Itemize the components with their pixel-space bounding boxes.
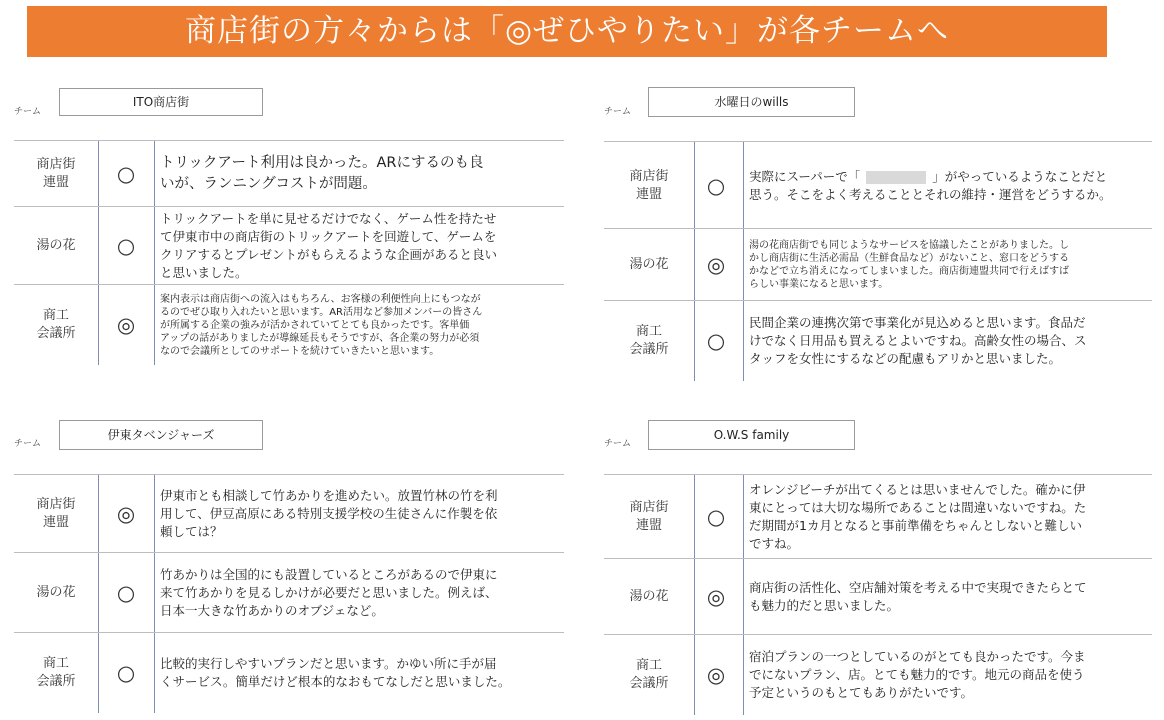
comment-text: トリックアートを単に見せるだけでなく、ゲーム性を持たせ て伊東市中の商店街のトリックアートを回遊して、ゲームを クリアするとプレゼントがもらえるような企画があると良い と思いました。 — [160, 211, 498, 280]
divider — [98, 285, 99, 365]
divider — [98, 553, 99, 633]
org-name: 商工 会議所 — [629, 324, 669, 357]
review-row-shotengai-renmei — [604, 474, 1152, 559]
rating-mark: ○ — [116, 581, 136, 605]
divider — [694, 142, 695, 229]
divider — [98, 633, 99, 713]
divider — [694, 635, 695, 715]
rating-mark: ◎ — [706, 663, 726, 687]
comment-text: 実際にスーパーで「 」がやっているようなことだと 思う。そこをよく考えることとそれの維持・運営をどうするか。 — [749, 168, 1112, 202]
review-row-yunohana — [604, 228, 1152, 301]
divider — [743, 301, 744, 381]
org-name: 湯の花 — [629, 257, 669, 272]
org-name: 湯の花 — [36, 238, 76, 253]
org-name: 商店街 連盟 — [629, 168, 669, 202]
rating-mark: ◎ — [116, 313, 136, 337]
rating-mark: ◎ — [706, 253, 726, 277]
divider — [154, 285, 155, 365]
org-name: 商店街 連盟 — [36, 497, 76, 530]
divider — [154, 475, 155, 553]
review-row-shoko-kaigisho — [604, 634, 1152, 715]
comment-text: 商店街の活性化、空店舗対策を考える中で実現できたらとて も魅力的だと思いました。 — [749, 580, 1087, 613]
team-name-box: 伊東タベンジャーズ — [59, 420, 263, 450]
org-name: 商工 会議所 — [36, 308, 76, 341]
org-name: 商店街 連盟 — [36, 157, 76, 190]
divider — [694, 301, 695, 381]
divider — [98, 141, 99, 207]
rating-mark: ○ — [706, 173, 726, 198]
org-name: 商工 会議所 — [36, 656, 76, 689]
team-name-box: 水曜日のwills — [648, 87, 855, 117]
comment-text: 竹あかりは全国的にも設置しているところがあるので伊東に 来て竹あかりを見るしかけが必要だと思いました。例えば、 日本一大きな竹あかりのオブジェなど。 — [160, 567, 498, 618]
review-row-shotengai-renmei — [14, 474, 564, 553]
review-row-shoko-kaigisho — [14, 632, 564, 713]
divider — [98, 207, 99, 285]
team-name-box: O.W.S family — [648, 420, 855, 450]
review-row-shoko-kaigisho — [604, 300, 1152, 381]
team-card-tabengers — [14, 418, 564, 714]
team-card-ows-family — [604, 418, 1152, 714]
comment-text: 民間企業の連携次第で事業化が見込めると思います。食品だ けでなく日用品も買えるとよいですね。高齢女性の場合、ス タッフを女性にするなどの配慮もアリかと思いました。 — [749, 315, 1087, 366]
team-label: チーム — [604, 107, 632, 117]
review-row-yunohana — [14, 206, 564, 285]
divider — [694, 229, 695, 301]
team-card-ito — [14, 86, 564, 366]
rating-mark: ○ — [116, 162, 136, 186]
review-row-shoko-kaigisho — [14, 284, 564, 365]
review-row-shotengai-renmei — [604, 141, 1152, 229]
team-name-box: ITO商店街 — [59, 88, 263, 116]
comment-text: オレンジビーチが出てくるとは思いませんでした。確かに伊 東にとっては大切な場所であることは間違いないですね。た だ期間が1カ月となると事前準備をちゃんとしないと難しい ですね。 — [749, 482, 1087, 551]
rating-mark: ◎ — [706, 585, 726, 609]
org-name: 湯の花 — [629, 589, 669, 604]
divider — [743, 559, 744, 635]
redacted-box — [866, 171, 926, 184]
divider — [154, 141, 155, 207]
divider — [743, 635, 744, 715]
review-row-yunohana — [14, 552, 564, 633]
comment-text: 伊東市とも相談して竹あかりを進めたい。放置竹林の竹を利 用して、伊豆高原にある特別支援学校の生徒さんに作製を依 頼しては？ — [160, 488, 498, 539]
review-row-shotengai-renmei — [14, 140, 564, 207]
comment-text: 湯の花商店街でも同じようなサービスを協議したことがありました。し かし商店街に生活必需品（生鮮食品など）がないこと、窓口をどうする かなどで立ち消えになってしまいました。商店街連盟共同で行えばすば らしい事業になると思います。 — [749, 240, 1069, 290]
org-name: 商工 会議所 — [629, 658, 669, 691]
org-name: 商店街 連盟 — [629, 500, 669, 533]
rating-mark: ○ — [116, 234, 136, 258]
divider — [98, 475, 99, 553]
team-label: チーム — [14, 439, 42, 449]
rating-mark: ○ — [706, 329, 726, 353]
divider — [154, 633, 155, 713]
team-label: チーム — [604, 439, 632, 449]
rating-mark: ○ — [116, 661, 136, 685]
divider — [694, 475, 695, 559]
rating-mark: ○ — [706, 505, 726, 529]
comment-text: 案内表示は商店街への流入はもちろん、お客様の利便性向上にもつなが るのでぜひ取り入れたいと思います。AR活用など参加メンバーの皆さん が所属する企業の強みが活かされていてとても良かったです。客単価 アップの話がありましたが導線延長もそうですが、各企業の努力が必須 なので会議所としてのサポートを続けていきたいと思います。 — [160, 293, 483, 357]
divider — [154, 553, 155, 633]
org-name: 湯の花 — [36, 585, 76, 600]
comment-text: トリックアート利用は良かった。ARにするのも良 いが、ランニングコストが問題。 — [160, 155, 484, 192]
comment-text: 宿泊プランの一つとしているのがとても良かったです。今ま でにないプラン、店。とても魅力的です。地元の商品を使う 予定というのもとてもありがたいです。 — [749, 649, 1086, 700]
page-title-banner: 商店街の方々からは「◎ぜひやりたい」が各チームへ — [27, 6, 1107, 57]
divider — [154, 207, 155, 285]
divider — [743, 229, 744, 301]
team-card-wills — [604, 86, 1152, 382]
comment-text: 比較的実行しやすいプランだと思います。かゆい所に手が届 くサービス。簡単だけど根本的なおもてなしだと思いました。 — [160, 656, 511, 689]
divider — [743, 142, 744, 229]
review-row-yunohana — [604, 558, 1152, 635]
divider — [694, 559, 695, 635]
divider — [743, 475, 744, 559]
team-label: チーム — [14, 107, 42, 117]
rating-mark: ◎ — [116, 502, 136, 526]
